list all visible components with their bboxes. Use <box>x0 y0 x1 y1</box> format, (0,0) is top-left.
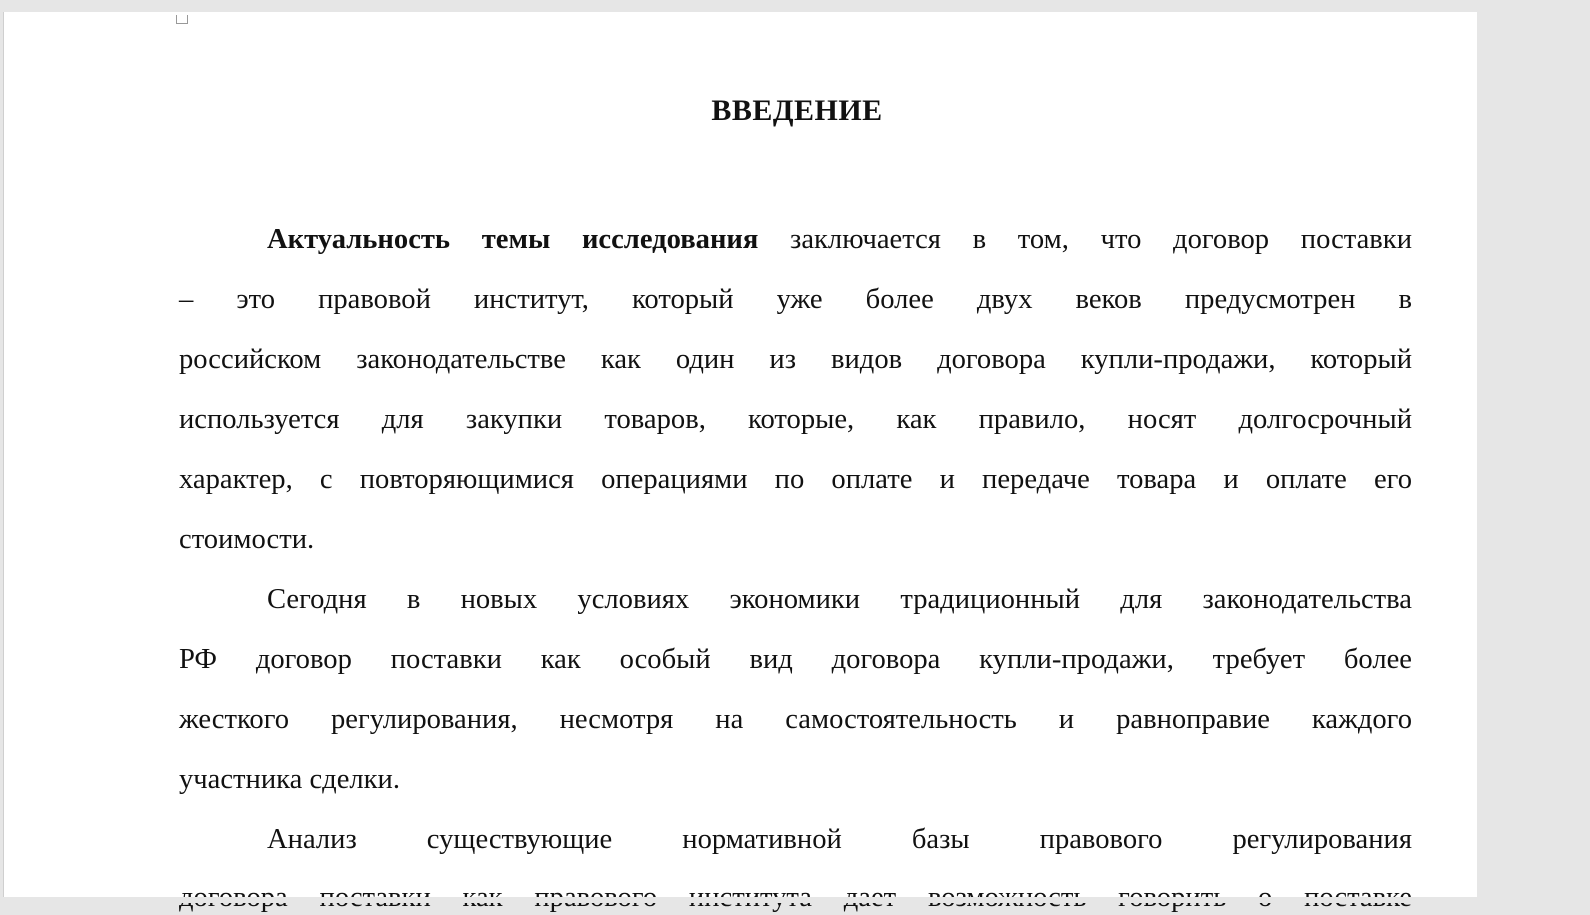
document-page[interactable] <box>3 12 1477 897</box>
paragraph-line: участника сделки. <box>179 764 401 795</box>
paragraph-line: – это правовой институт, который уже более двух веков предусмотрен в <box>179 284 1412 315</box>
paragraph-line: жесткого регулирования, несмотря на самостоятельность и равноправие каждого <box>179 704 1412 735</box>
paragraph-line: стоимости. <box>179 524 315 555</box>
bottom-edge <box>0 897 1476 903</box>
paragraph-line: российском законодательстве как один из видов договора купли-продажи, который <box>179 344 1412 375</box>
paragraph-line: Сегодня в новых условиях экономики традиционный для законодательства <box>267 584 1412 615</box>
paragraph-line: РФ договор поставки как особый вид договора купли-продажи, требует более <box>179 644 1412 675</box>
page-corner-marker <box>176 15 188 24</box>
paragraph-line: используется для закупки товаров, которые, как правило, носят долгосрочный <box>179 404 1412 435</box>
paragraph-line: Анализ существующие нормативной базы правового регулирования <box>267 824 1412 855</box>
paragraph-line: характер, с повторяющимися операциями по оплате и передаче товара и оплате его <box>179 464 1412 495</box>
bold-lead: Актуальность темы исследования <box>267 224 759 255</box>
line-text: заключается в том, что договор поставки <box>758 224 1413 255</box>
paragraph-line <box>267 223 1412 257</box>
heading-title: ВВЕДЕНИЕ <box>711 94 883 127</box>
